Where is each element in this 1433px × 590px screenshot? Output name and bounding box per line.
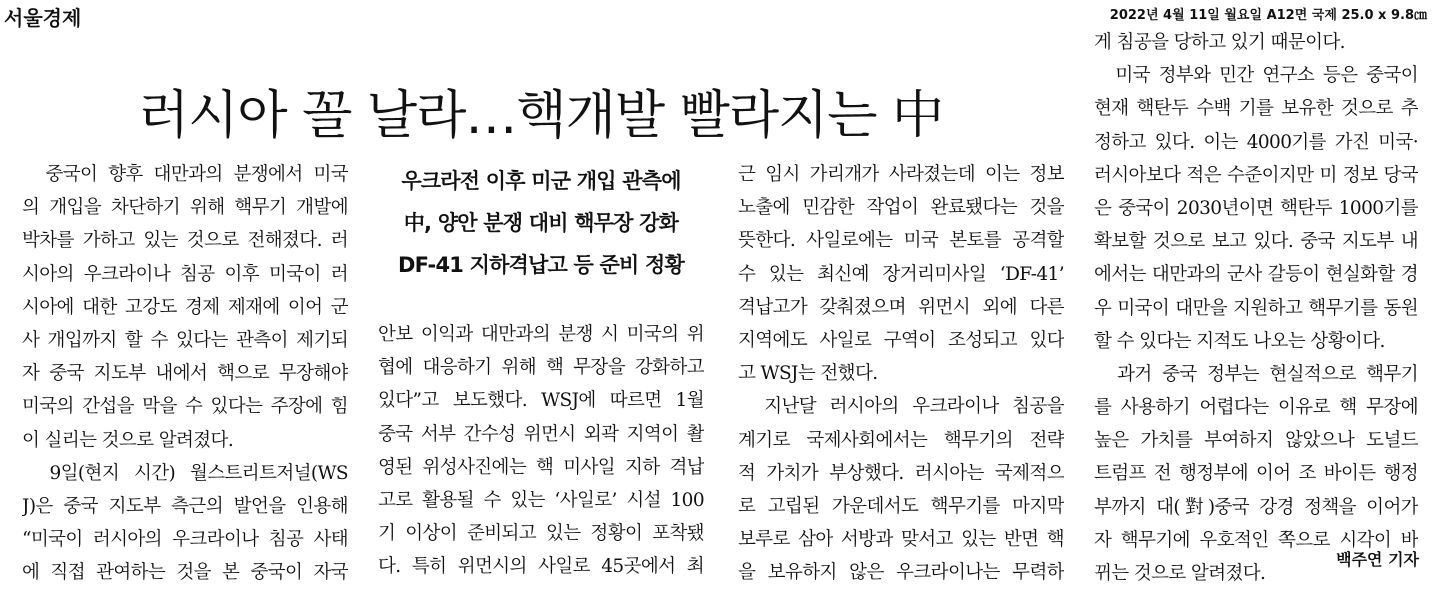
body-line: 노출에 민감한 작업이 완료됐다는 것을 [738, 197, 1064, 219]
body-line: “미국이 러시아의 우크라이나 침공 사태 [22, 529, 348, 551]
body-line: 다. 특히 위먼시의 사일로 45곳에서 최 [378, 556, 704, 578]
body-line: 이 실리는 것으로 알려졌다. [22, 429, 234, 451]
body-line: 자 핵무기에 우호적인 쪽으로 시각이 바 [1094, 529, 1418, 551]
body-line: 를 사용하기 어렵다는 이유로 핵 무장에 [1094, 397, 1418, 419]
body-line: 계기로 국제사회에서는 핵무기의 전략 [738, 429, 1064, 451]
body-line: 확보할 것으로 보고 있다. 중국 지도부 내 [1094, 231, 1418, 253]
body-line: 지역에도 사일로 구역이 조성되고 있다 [738, 329, 1064, 351]
body-line: 안보 이익과 대만과의 분쟁 시 미국의 위 [378, 324, 704, 345]
body-line: 적 가치가 부상했다. 러시아는 국제적으 [738, 462, 1064, 484]
body-line: 지난달 러시아의 우크라이나 침공을 [738, 396, 1064, 418]
subheadline [378, 160, 704, 286]
body-column-4 [1094, 26, 1418, 590]
body-line: 자 중국 지도부 내에서 핵으로 무장해야 [22, 363, 348, 385]
body-line: 뜻한다. 사일로에는 미국 본토를 공격할 [738, 230, 1064, 252]
body-line: 미국의 간섭을 막을 수 있다는 주장에 힘 [22, 396, 348, 418]
body-line: 고로 활용될 수 있는 ‘사일로’ 시설 100 [378, 489, 704, 511]
body-line: 사 개입까지 할 수 있다는 관측이 제기되 [22, 329, 348, 351]
body-line: 중국 서부 간수성 위먼시 외곽 지역이 촬 [378, 423, 704, 445]
body-line: 9일(현지 시간) 월스트리트저널(WS [22, 462, 348, 484]
body-line: J)은 중국 지도부 측근의 발언을 인용해 [22, 495, 348, 517]
publication-info: 2022년 4월 11일 월요일 A12면 국제 25.0 x 9.8㎝ [1109, 8, 1427, 23]
masthead-logo: 서울경제 [4, 6, 82, 30]
subheadline-line: 우크라전 이후 미군 개입 관측에 [401, 169, 681, 193]
body-line: 높은 가치를 부여하지 않았으나 도널드 [1094, 430, 1418, 452]
subheadline-line: DF-41 지하격납고 등 준비 정황 [398, 253, 684, 277]
body-column-1 [22, 158, 348, 589]
body-line: 할 수 있다는 지적도 나오는 상황이다. [1094, 330, 1385, 352]
body-line: 에서는 대만과의 군사 갈등이 현실화할 경 [1094, 264, 1418, 286]
body-line: 시아에 대한 고강도 경제 제재에 이어 군 [22, 296, 348, 318]
body-line: 현재 핵탄두 수백 기를 보유한 것으로 추 [1094, 98, 1418, 120]
body-line: 근 임시 가리개가 사라졌는데 이는 정보 [738, 164, 1064, 185]
body-line: 중국이 향후 대만과의 분쟁에서 미국 [22, 164, 348, 185]
body-line: 러시아보다 적은 수준이지만 미 정보 당국 [1094, 164, 1418, 186]
body-line: 을 보유하지 않은 우크라이나는 무력하 [738, 562, 1064, 584]
body-line: 격납고가 갖춰졌으며 위먼시 외에 다른 [738, 296, 1064, 318]
body-line: 로 고립된 가운데서도 핵무기를 마지막 [738, 495, 1064, 517]
body-line: 정하고 있다. 이는 4000기를 가진 미국· [1094, 131, 1418, 153]
body-column-3 [738, 158, 1064, 589]
body-line: 고 WSJ는 전했다. [738, 363, 878, 385]
body-line: 게 침공을 당하고 있기 때문이다. [1094, 32, 1345, 53]
body-line: 부까지 대(對)중국 강경 정책을 이어가 [1094, 496, 1418, 518]
body-line: 우 미국이 대만을 지원하고 핵무기를 동원 [1094, 297, 1418, 319]
body-line: 은 중국이 2030년이면 핵탄두 1000기를 [1094, 197, 1418, 219]
body-line: 있다”고 보도했다. WSJ에 따르면 1월 [378, 390, 704, 412]
subheadline-line: 中, 양안 분쟁 대비 핵무장 강화 [403, 211, 679, 235]
body-line: 과거 중국 정부는 현실적으로 핵무기 [1094, 363, 1418, 385]
body-line: 에 직접 관여하는 것을 본 중국이 자국 [22, 562, 348, 584]
byline: 백주연 기자 [1336, 550, 1419, 569]
body-line: 박차를 가하고 있는 것으로 전해졌다. 러 [22, 230, 348, 252]
body-line: 기 이상이 준비되고 있는 정황이 포착됐 [378, 523, 704, 545]
body-line: 의 개입을 차단하기 위해 핵무기 개발에 [22, 197, 348, 219]
body-line: 트럼프 전 행정부에 이어 조 바이든 행정 [1094, 463, 1418, 485]
body-line: 영된 위성사진에는 핵 미사일 지하 격납 [378, 456, 704, 478]
body-line: 보루로 삼아 서방과 맞서고 있는 반면 핵 [738, 529, 1064, 551]
body-line: 미국 정부와 민간 연구소 등은 중국이 [1094, 65, 1418, 87]
body-line: 수 있는 최신예 장거리미사일 ‘DF-41’ [738, 263, 1064, 285]
body-line: 협에 대응하기 위해 핵 무장을 강화하고 [378, 357, 704, 379]
headline: 러시아 꼴 날라…핵개발 빨라지는 中 [138, 85, 944, 146]
body-line: 시아의 우크라이나 침공 이후 미국이 러 [22, 263, 348, 285]
body-column-2 [378, 318, 704, 584]
body-line: 뀌는 것으로 알려졌다. [1094, 563, 1266, 584]
